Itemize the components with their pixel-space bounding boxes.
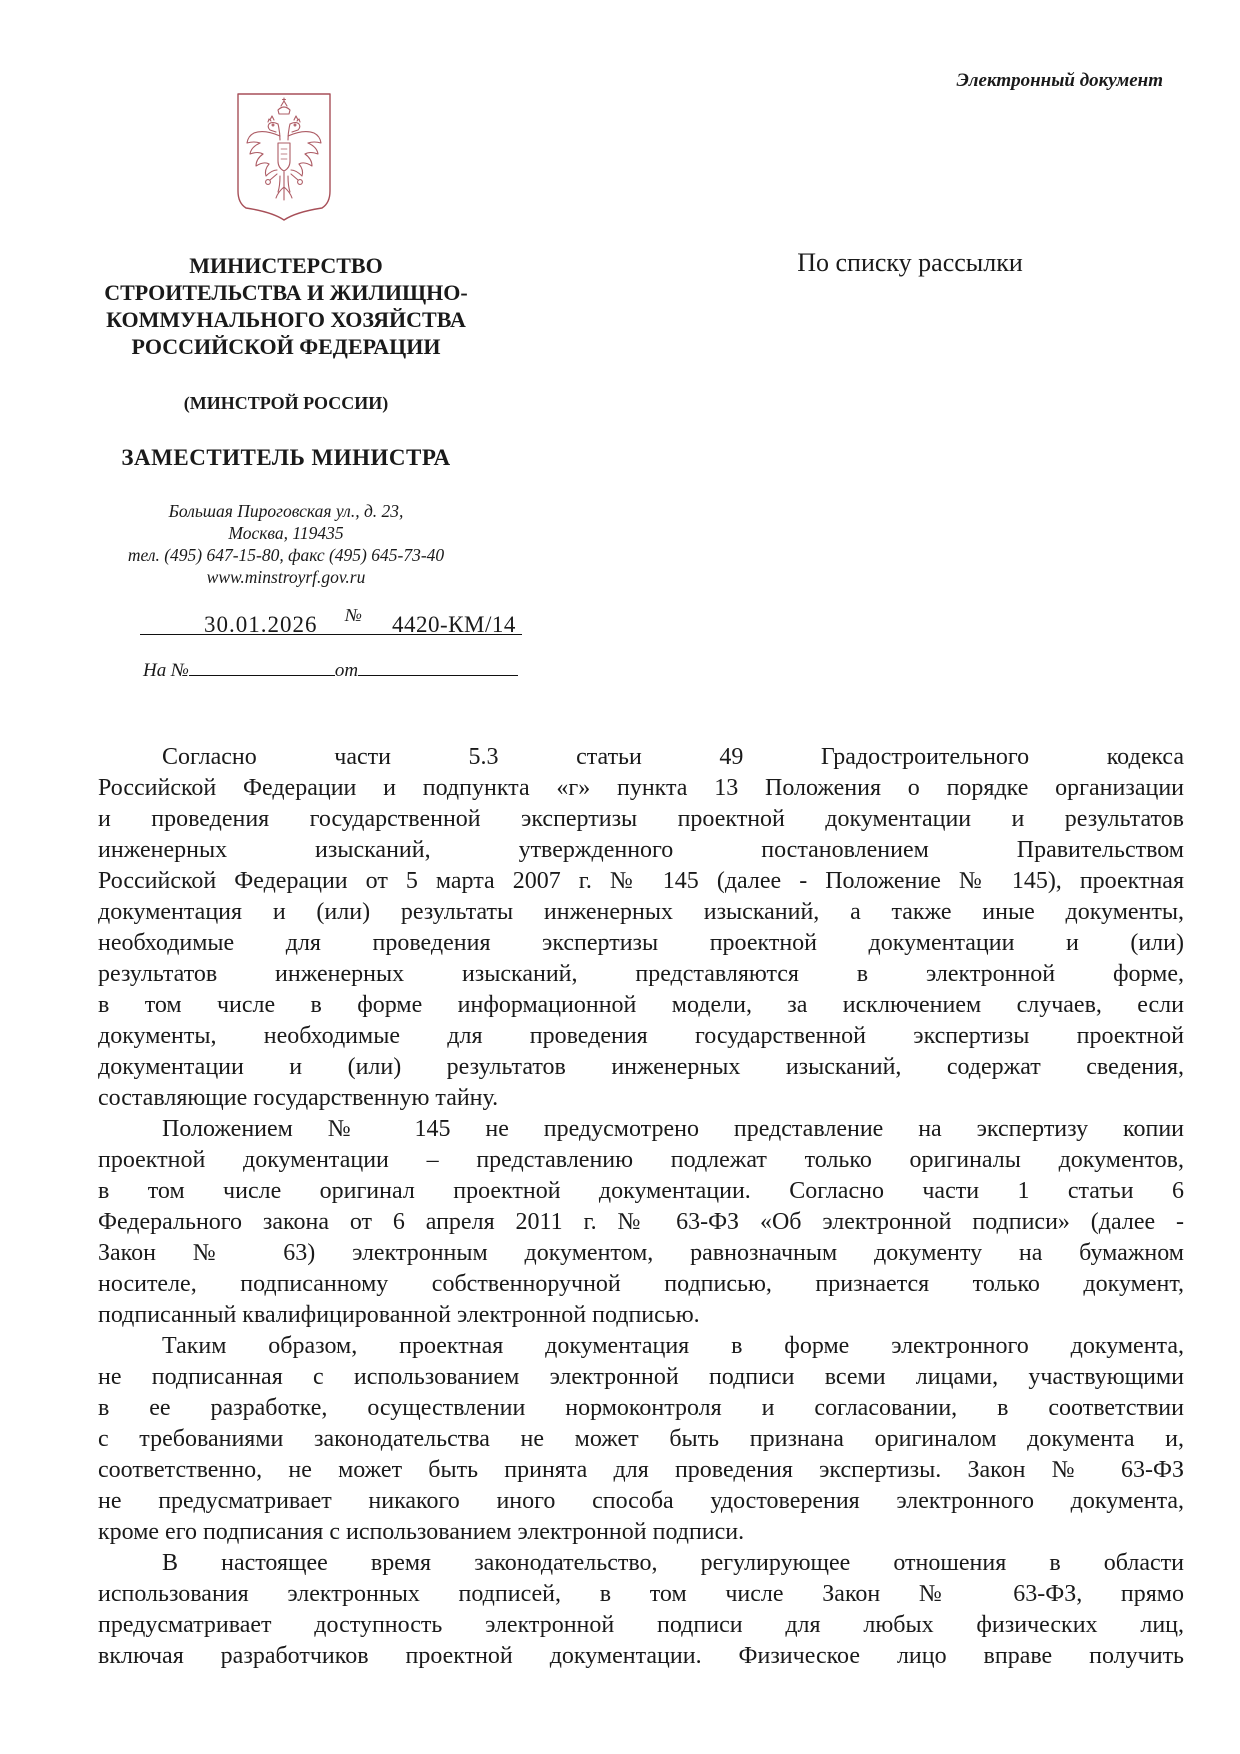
body-line: и проведения государственной экспертизы проектной документации и результатов	[98, 806, 1184, 832]
body-line: инженерных изысканий, утвержденного постановлением Правительством	[98, 837, 1184, 863]
russia-coat-of-arms-icon	[234, 91, 334, 223]
body-line: кроме его подписания с использованием электронной подписи.	[98, 1519, 745, 1545]
body-line: В настоящее время законодательство, регулирующее отношения в области	[162, 1550, 1184, 1576]
body-line: не предусматривает никакого иного способа удостоверения электронного документа,	[98, 1488, 1184, 1514]
ministry-short-name: (МИНСТРОЙ РОССИИ)	[183, 393, 389, 413]
body-line: Согласно части 5.3 статьи 49 Градостроительного кодекса	[162, 744, 1184, 770]
body-line: включая разработчиков проектной документации. Физическое лицо вправе получить	[98, 1643, 1184, 1669]
body-line: с требованиями законодательства не может быть признана оригиналом документа и,	[98, 1426, 1184, 1452]
body-line: носителе, подписанному собственноручной подписью, признается только документ,	[98, 1271, 1184, 1297]
body-line: необходимые для проведения экспертизы проектной документации и (или)	[98, 930, 1184, 956]
body-line: Таким образом, проектная документация в форме электронного документа,	[162, 1333, 1184, 1359]
outgoing-reference-row	[140, 605, 522, 646]
recipient-line: По списку рассылки	[797, 248, 1023, 277]
reply-prefix-label: На №	[143, 660, 189, 681]
website-url: www.minstroyrf.gov.ru	[206, 567, 366, 587]
body-line: предусматривает доступность электронной подписи для любых физических лиц,	[98, 1612, 1184, 1638]
body-line: документации и (или) результатов инженерных изысканий, содержат сведения,	[98, 1054, 1184, 1080]
body-line: составляющие государственную тайну.	[98, 1085, 499, 1111]
phone-fax: тел. (495) 647-15-80, факс (495) 645-73-40	[127, 545, 445, 565]
body-line: в том числе оригинал проектной документации. Согласно части 1 статьи 6	[98, 1178, 1184, 1204]
body-line: использования электронных подписей, в том числе Закон № 63-ФЗ, прямо	[98, 1581, 1184, 1607]
body-line: Закон № 63) электронным документом, равнозначным документу на бумажном	[98, 1240, 1184, 1266]
body-line: не подписанная с использованием электронной подписи всеми лицами, участвующими	[98, 1364, 1184, 1390]
ministry-name-line: РОССИЙСКОЙ ФЕДЕРАЦИИ	[131, 334, 441, 359]
address-city: Москва, 119435	[228, 523, 344, 543]
body-line: Положением № 145 не предусмотрено представление на экспертизу копии	[162, 1116, 1184, 1142]
reply-infix-label: от	[334, 660, 359, 681]
ministry-name-line: СТРОИТЕЛЬСТВА И ЖИЛИЩНО-	[104, 280, 468, 305]
reply-date-blank	[358, 658, 518, 676]
body-line: Российской Федерации от 5 марта 2007 г. № 145 (далее - Положение № 145), проектная	[98, 868, 1184, 894]
body-line: соответственно, не может быть принята для проведения экспертизы. Закон № 63-ФЗ	[98, 1457, 1184, 1483]
postal-address-block	[100, 500, 472, 588]
electronic-document-note: Электронный документ	[956, 70, 1163, 91]
body-line: в ее разработке, осуществлении нормоконтроля и согласовании, в соответствии	[98, 1395, 1184, 1421]
body-line: документация и (или) результаты инженерных изысканий, а также иные документы,	[98, 899, 1184, 925]
official-position-title: ЗАМЕСТИТЕЛЬ МИНИСТРА	[121, 445, 451, 470]
body-line: Федерального закона от 6 апреля 2011 г. № 63-ФЗ «Об электронной подписи» (далее -	[98, 1209, 1184, 1235]
letterhead	[100, 252, 472, 588]
body-line: проектной документации – представлению подлежат только оригиналы документов,	[98, 1147, 1184, 1173]
body-line: подписанный квалифицированной электронной подписью.	[98, 1302, 700, 1328]
reply-reference-row	[143, 658, 518, 682]
outgoing-date: 30.01.2026	[204, 612, 318, 637]
ministry-name	[100, 252, 472, 360]
body-line: результатов инженерных изысканий, представляются в электронной форме,	[98, 961, 1184, 987]
outgoing-number: 4420-КМ/14	[392, 612, 516, 637]
body-line: документы, необходимые для проведения государственной экспертизы проектной	[98, 1023, 1184, 1049]
ministry-name-line: МИНИСТЕРСТВО	[189, 253, 383, 278]
address-street: Большая Пироговская ул., д. 23,	[168, 501, 404, 521]
letter-body	[98, 742, 1184, 1672]
reply-number-blank	[189, 658, 335, 676]
body-line: Российской Федерации и подпункта «г» пункта 13 Положения о порядке организации	[98, 775, 1184, 801]
body-line: в том числе в форме информационной модели, за исключением случаев, если	[98, 992, 1184, 1018]
number-sign: №	[345, 605, 362, 625]
ministry-name-line: КОММУНАЛЬНОГО ХОЗЯЙСТВА	[106, 307, 466, 332]
